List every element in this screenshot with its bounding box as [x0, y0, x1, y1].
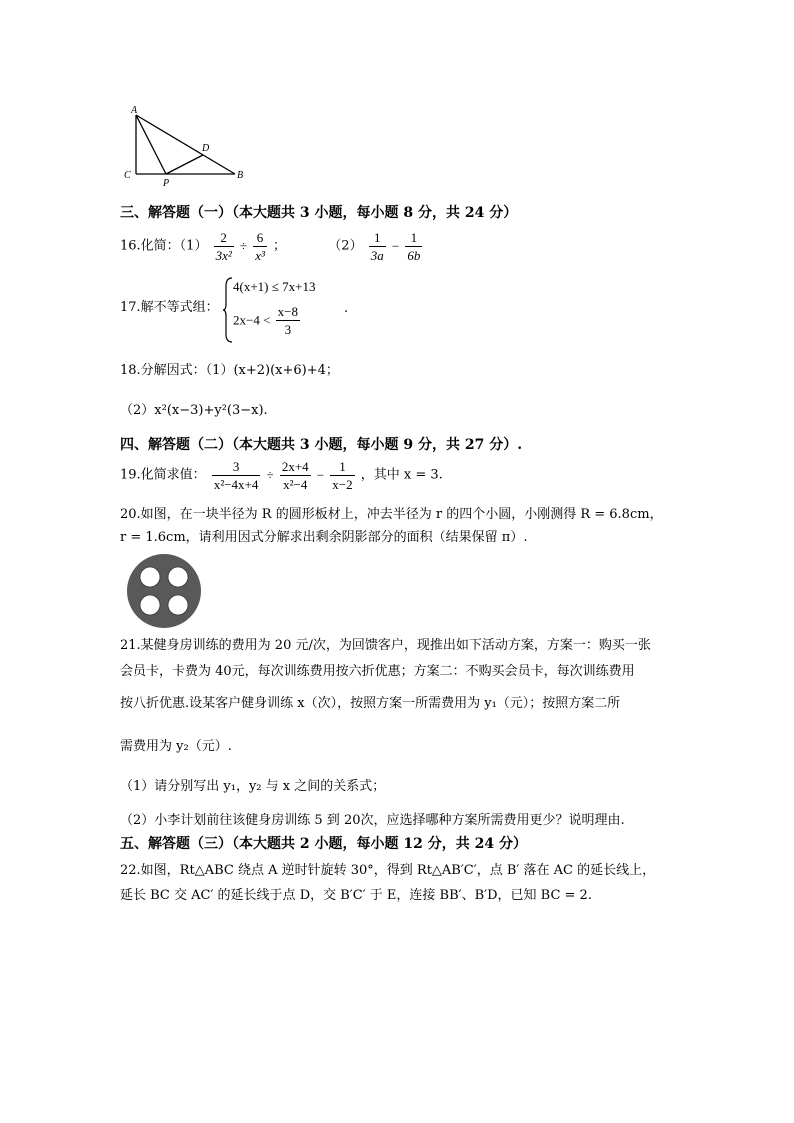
q16-label: 16.化简：（1）	[120, 238, 208, 254]
q19-fraction-3: $\frac{1}{x-2}$	[332, 459, 353, 492]
q19-label: 19.化简求值：	[120, 467, 206, 483]
q16-fraction-1: $\frac{2}{\text{3x²}}$	[215, 230, 232, 263]
question-21-line-3: 按八折优惠.设某客户健身训练 x（次），按照方案一所需费用为 y₁（元）；按照方案二所	[120, 696, 621, 711]
question-22-line-1: 22.如图，Rt△ABC 绕点 A 逆时针旋转 30°，得到 Rt△AB′C′，点 B′ 落在 AC 的延长线上，	[120, 863, 656, 878]
circle-figure	[126, 553, 202, 629]
question-20-line-2: r = 1.6cm，请利用因式分解求出剩余阴影部分的面积（结果保留 π）.	[120, 530, 528, 545]
question-21-line-4: 需费用为 y₂（元）.	[120, 739, 232, 754]
question-20-line-1: 20.如图，在一块半径为 R 的圆形板材上，冲去半径为 r 的四个小圆，小刚测得 R = 6.8cm，	[120, 507, 663, 522]
label-a: A	[131, 105, 138, 116]
question-18-part1: 18.分解因式：（1）(x+2)(x+6)+4；	[120, 363, 339, 378]
section-3-title: 三、解答题（一）（本大题共 3 小题，每小题 8 分，共 24 分）	[120, 205, 518, 221]
label-b: B	[237, 170, 244, 181]
q17-label: 17.解不等式组：	[120, 300, 219, 315]
triangle-figure	[120, 100, 250, 190]
label-c: C	[124, 170, 131, 181]
small-hole-4	[168, 595, 188, 615]
small-hole-1	[140, 567, 160, 587]
q16-fraction-4: $\frac{1}{6b}$	[407, 230, 421, 263]
q17-inequality-2: 2x−4 < $\frac{x-8}{3}$	[233, 304, 299, 337]
section-5-title: 五、解答题（三）（本大题共 2 小题，每小题 12 分，共 24 分）	[120, 836, 527, 852]
q17-fraction: $\frac{x-8}{3}$	[277, 304, 299, 337]
question-18-part2: （2）x²(x−3)+y²(3−x).	[120, 403, 268, 418]
q16-fraction-3: $\frac{1}{3a}$	[370, 230, 384, 263]
q17-inequality-1: 4(x+1) ≤ 7x+13	[233, 279, 316, 294]
q16-part2-label: （2）	[328, 238, 363, 254]
label-d: D	[202, 143, 210, 154]
small-hole-2	[168, 567, 188, 587]
question-21-line-1: 21.某健身房训练的费用为 20 元/次，为回馈客户，现推出如下活动方案，方案一：购买一张	[120, 638, 651, 653]
question-21-line-2: 会员卡，卡费为 40元，每次训练费用按六折优惠；方案二：不购买会员卡，每次训练费用	[120, 664, 635, 679]
q16-fraction-2: $\frac{6}{\text{x³}}$	[255, 230, 265, 263]
question-21-sub-1: （1）请分别写出 y₁，y₂ 与 x 之间的关系式；	[120, 779, 386, 794]
label-p: P	[163, 178, 170, 189]
section-4-title: 四、解答题（二）（本大题共 3 小题，每小题 9 分，共 27 分）.	[120, 437, 523, 453]
question-19: 19.化简求值： $\frac{3}{\text{x²−4x+4}}$ ÷ $\frac{2x+4}{\text{x²−4}}$ − $\frac{1}{x-2}$ ，其中 x = 3.	[120, 459, 443, 492]
question-22-line-2: 延长 BC 交 AC′ 的延长线于点 D，交 B′C′ 于 E，连接 BB′、B′D，已知 BC = 2.	[120, 888, 592, 903]
question-16: 16.化简：（1） $\frac{2}{\text{3x²}}$ ÷ $\frac{6}{\text{x³}}$ ； （2） $\frac{1}{3a}$ − $\frac{1}{6b}$	[120, 230, 421, 263]
q19-fraction-2: $\frac{2x+4}{\text{x²−4}}$	[281, 459, 309, 492]
q19-fraction-1: $\frac{3}{\text{x²−4x+4}}$	[213, 459, 259, 492]
large-disc	[127, 554, 201, 628]
small-hole-3	[140, 595, 160, 615]
question-21-sub-2: （2）小李计划前往该健身房训练 5 到 20次，应选择哪种方案所需费用更少？说明理由.	[120, 813, 625, 828]
